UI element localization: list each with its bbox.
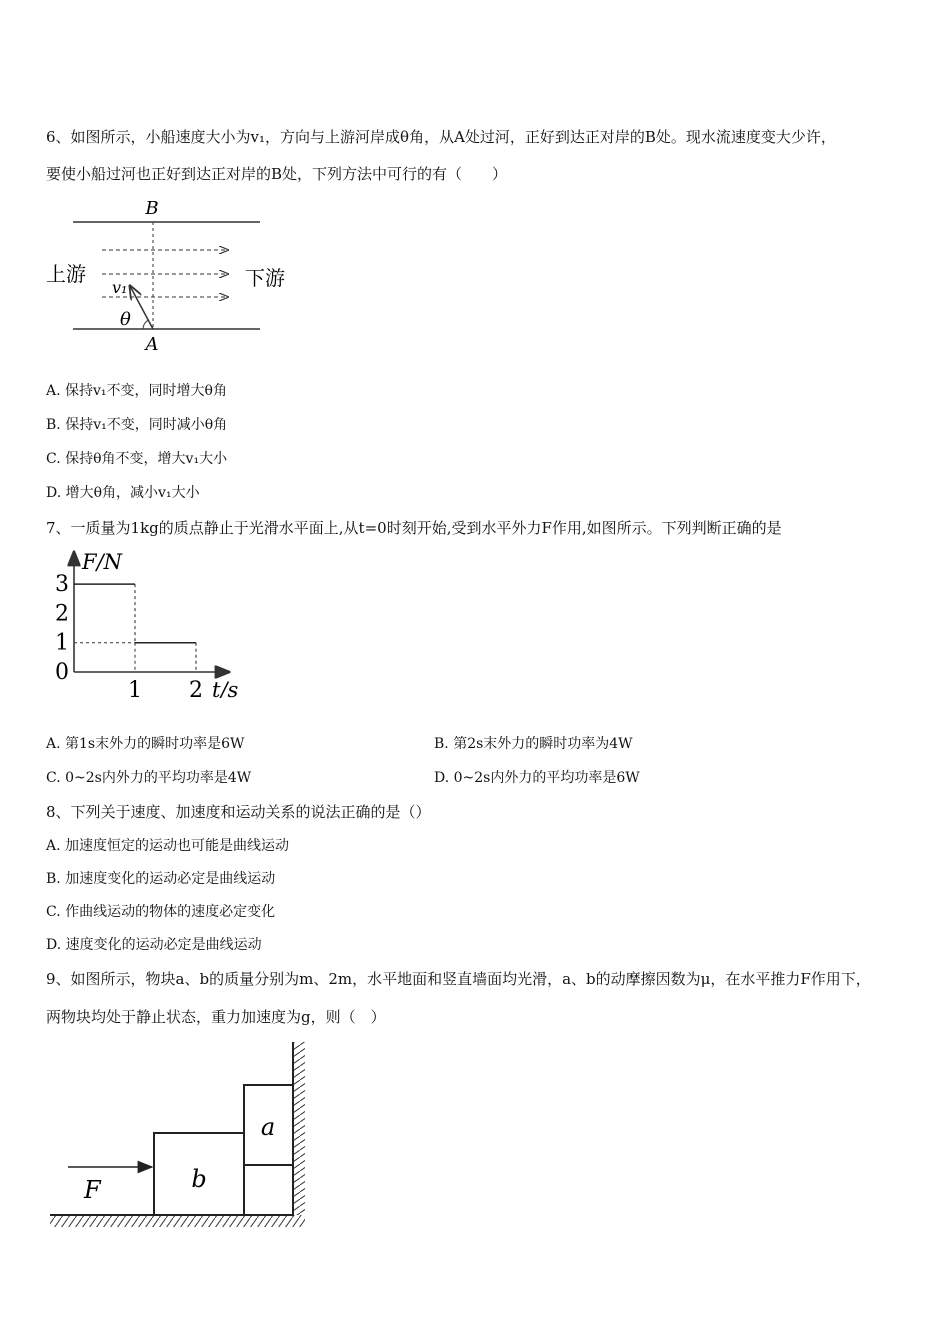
angle-arc bbox=[143, 320, 149, 329]
q9-text-line2: 两物块均处于静止状态，重力加速度为g，则（ ） bbox=[46, 1008, 386, 1026]
river-crossing-figure bbox=[40, 194, 310, 354]
q6-text-line1: 6、如图所示，小船速度大小为v₁，方向与上游河岸成θ角，从A处过河，正好到达正对岸的B处。现水流速度变大少许， bbox=[46, 128, 836, 146]
wall-hatching bbox=[293, 1042, 305, 1215]
upstream-label: 上游 bbox=[46, 262, 86, 286]
block-a-label: a bbox=[260, 1113, 276, 1141]
q7-option-c: C. 0~2s内外力的平均功率是4W bbox=[46, 770, 252, 786]
y-tick-1: 1 bbox=[55, 630, 69, 656]
q8-option-d: D. 速度变化的运动必定是曲线运动 bbox=[46, 937, 262, 953]
ground-hatching bbox=[50, 1215, 305, 1227]
q7-option-b: B. 第2s末外力的瞬时功率为4W bbox=[434, 736, 633, 752]
x-tick-1: 1 bbox=[128, 678, 142, 698]
point-a-label: A bbox=[145, 334, 159, 354]
point-b-label: B bbox=[145, 198, 159, 219]
angle-label: θ bbox=[120, 309, 131, 330]
blocks-figure bbox=[40, 1038, 320, 1238]
q6-option-a: A. 保持v₁不变，同时增大θ角 bbox=[46, 383, 227, 399]
q7-option-d: D. 0~2s内外力的平均功率是6W bbox=[434, 770, 640, 786]
q8-text: 8、下列关于速度、加速度和运动关系的说法正确的是（） bbox=[46, 803, 431, 821]
support-block bbox=[244, 1165, 293, 1215]
q8-option-a: A. 加速度恒定的运动也可能是曲线运动 bbox=[46, 838, 290, 854]
q8-option-b: B. 加速度变化的运动必定是曲线运动 bbox=[46, 871, 276, 887]
y-tick-0: 0 bbox=[55, 660, 69, 685]
q6-option-b: B. 保持v₁不变，同时减小θ角 bbox=[46, 417, 228, 433]
q6-text-line2: 要使小船过河也正好到达正对岸的B处，下列方法中可行的有（ ） bbox=[46, 165, 508, 183]
velocity-arrow bbox=[130, 286, 153, 329]
q9-text-line1: 9、如图所示，物块a、b的质量分别为m、2m，水平地面和竖直墙面均光滑，a、b的动摩擦因数为μ，在水平推力F作用下， bbox=[46, 970, 871, 988]
y-tick-3: 3 bbox=[55, 572, 69, 598]
force-time-graph bbox=[40, 546, 250, 698]
q7-text: 7、一质量为1kg的质点静止于光滑水平面上,从t=0时刻开始,受到水平外力F作用,如图所示。下列判断正确的是 bbox=[46, 519, 782, 537]
block-b-label: b bbox=[191, 1165, 207, 1193]
q8-option-c: C. 作曲线运动的物体的速度必定变化 bbox=[46, 904, 276, 920]
x-axis-label: t/s bbox=[212, 678, 239, 698]
y-axis-label: F/N bbox=[82, 550, 123, 574]
x-tick-2: 2 bbox=[189, 678, 203, 698]
y-tick-2: 2 bbox=[55, 601, 69, 627]
q7-option-a: A. 第1s末外力的瞬时功率是6W bbox=[46, 736, 245, 752]
force-label: F bbox=[84, 1176, 101, 1204]
downstream-label: 下游 bbox=[245, 266, 285, 290]
velocity-label: v₁ bbox=[112, 278, 128, 297]
q6-option-c: C. 保持θ角不变，增大v₁大小 bbox=[46, 451, 228, 467]
q6-option-d: D. 增大θ角，减小v₁大小 bbox=[46, 485, 200, 501]
